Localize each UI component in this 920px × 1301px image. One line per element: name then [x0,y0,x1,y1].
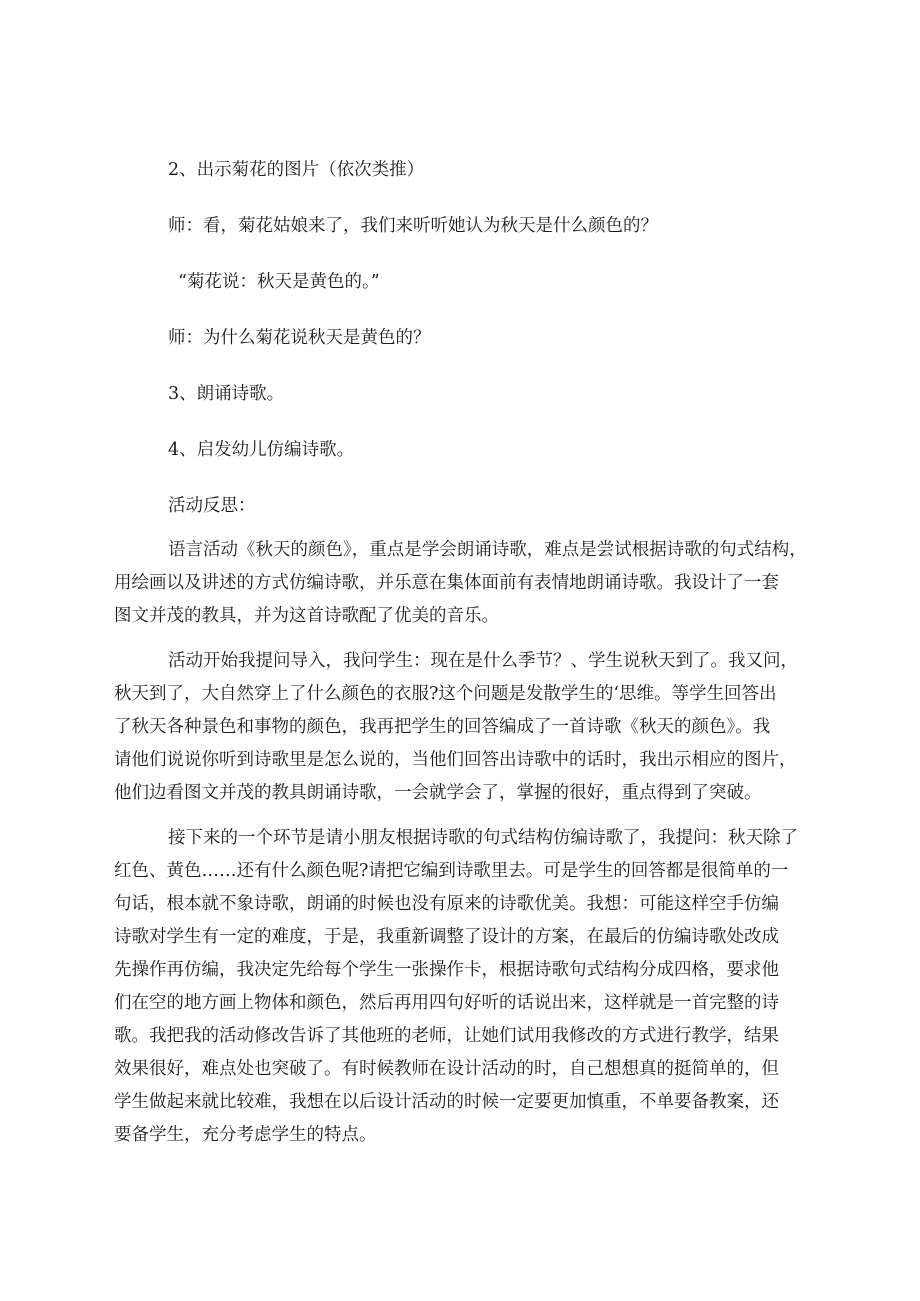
step-4-heading: 4、启发幼儿仿编诗歌。 [168,440,355,460]
paragraph-line: 图文并茂的教具，并为这首诗歌配了优美的音乐。 [114,606,499,626]
paragraph-line: 们在空的地方画上物体和颜色，然后再用四句好听的话说出来，这样就是一首完整的诗 [114,993,779,1013]
step-3-heading: 3、朗诵诗歌。 [168,384,285,404]
paragraph-line: 红色、黄色……还有什么颜色呢?请把它编到诗歌里去。可是学生的回答都是很简单的一 [114,861,789,881]
paragraph-line: 接下来的一个环节是请小朋友根据诗歌的句式结构仿编诗歌了，我提问：秋天除了 [168,828,798,848]
paragraph-line: 歌。我把我的活动修改告诉了其他班的老师，让她们试用我修改的方式进行教学，结果 [114,1026,779,1046]
paragraph-line: 效果很好，难点处也突破了。有时候教师在设计活动的时，自己想想真的挺简单的，但 [114,1059,779,1079]
paragraph-line: 秋天到了，大自然穿上了什么颜色的衣服?这个问题是发散学生的‘思维。等学生回答出 [114,684,777,704]
paragraph-line: 了秋天各种景色和事物的颜色，我再把学生的回答编成了一首诗歌《秋天的颜色》。我 [114,717,771,737]
document-content [114,156,807,1164]
paragraph-line: 请他们说说你听到诗歌里是怎么说的，当他们回答出诗歌中的话时，我出示相应的图片， [114,750,797,770]
reflection-paragraph-3 [114,822,798,1152]
chrysanthemum-quote: “菊花说：秋天是黄色的。” [178,272,380,292]
paragraph-line: 句话，根本就不象诗歌，朗诵的时候也没有原来的诗歌优美。我想：可能这样空手仿编 [114,894,779,914]
step-2-heading: 2、出示菊花的图片（依次类推） [168,160,425,180]
paragraph-line: 先操作再仿编，我决定先给每个学生一张操作卡，根据诗歌句式结构分成四格，要求他 [114,960,779,980]
paragraph-line: 要备学生，充分考虑学生的特点。 [114,1125,377,1145]
reflection-paragraph-1 [114,534,807,633]
reflection-heading: 活动反思： [168,496,256,516]
paragraph-line: 语言活动《秋天的颜色》，重点是学会朗诵诗歌，难点是尝试根据诗歌的句式结构， [168,540,807,560]
paragraph-line: 用绘画以及讲述的方式仿编诗歌，并乐意在集体面前有表情地朗诵诗歌。我设计了一套 [114,573,779,593]
paragraph-line: 学生做起来就比较难，我想在以后设计活动的时候一定要更加慎重，不单要备教案，还 [114,1092,779,1112]
paragraph-line: 他们边看图文并茂的教具朗诵诗歌，一会就学会了，掌握的很好，重点得到了突破。 [114,783,762,803]
paragraph-line: 活动开始我提问导入，我问学生：现在是什么季节？、学生说秋天到了。我又问， [168,651,798,671]
paragraph-line: 诗歌对学生有一定的难度，于是，我重新调整了设计的方案，在最后的仿编诗歌处改成 [114,927,779,947]
teacher-line-1: 师：看，菊花姑娘来了，我们来听听她认为秋天是什么颜色的？ [168,216,658,236]
reflection-paragraph-2 [114,645,798,810]
teacher-line-2: 师：为什么菊花说秋天是黄色的？ [168,328,431,348]
